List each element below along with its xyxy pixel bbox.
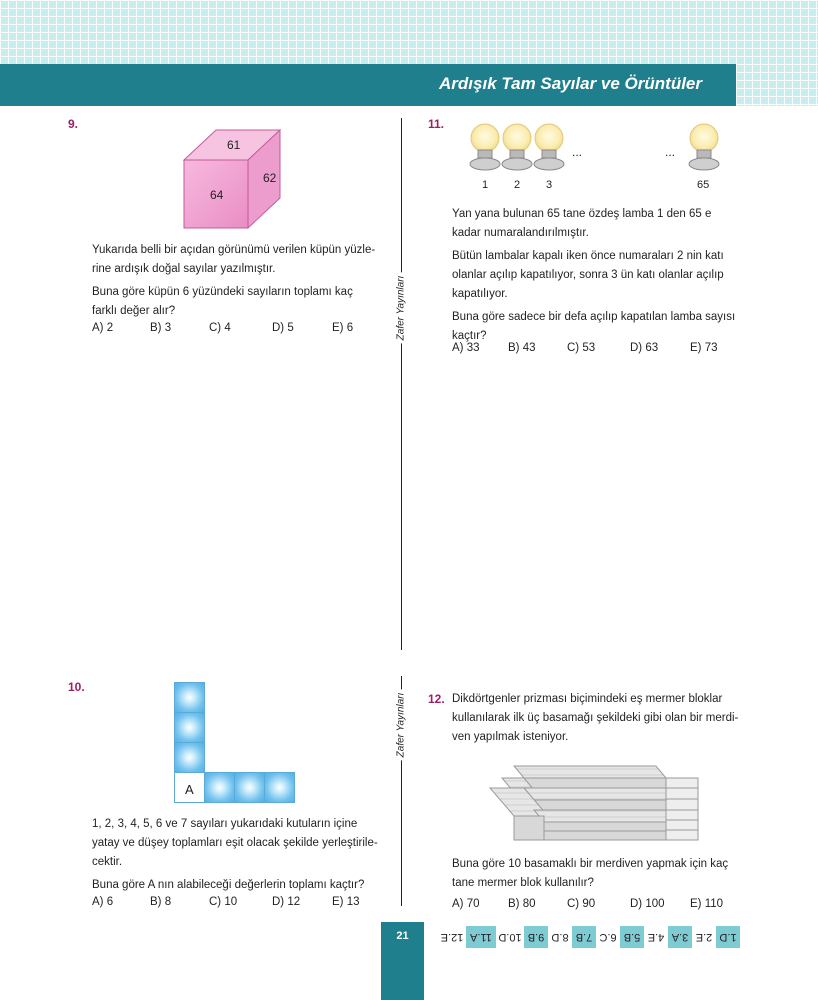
question-10-option-d[interactable]: D) 12 (272, 896, 301, 908)
answer-key-item: 12.E (438, 926, 466, 948)
question-9-option-e[interactable]: E) 6 (332, 322, 354, 334)
question-10-text (92, 815, 386, 895)
number-box (234, 772, 265, 803)
question-10-line: 1, 2, 3, 4, 5, 6 ve 7 sayıları yukarıdaki kutuların içine (92, 818, 358, 830)
cube-right-label: 62 (263, 171, 277, 185)
answer-key-item: 8.D (548, 926, 572, 948)
question-11-text (452, 205, 742, 346)
answer-key-item: 7.B (572, 926, 596, 948)
answer-key-item: 4.E (644, 926, 668, 948)
question-10-line: yatay ve düşey toplamları eşit olacak şekilde yerleştirile- (92, 837, 378, 849)
bulb-icon (689, 124, 719, 170)
cube-top-label: 61 (227, 138, 241, 152)
header-grid-band (0, 0, 818, 66)
question-11-line: olanlar açılıp kapatılıyor, sonra 3 ün katı olanlar açılıp (452, 269, 724, 281)
publisher-label-top: Zafer Yayınları (394, 273, 409, 344)
question-12-option-c[interactable]: C) 90 (567, 898, 596, 910)
publisher-label-bottom: Zafer Yayınları (394, 690, 409, 761)
header-grid-tail (736, 64, 818, 106)
answer-key-item: 6.C (596, 926, 620, 948)
question-10-option-b[interactable]: B) 8 (150, 896, 172, 908)
page-number-badge (381, 922, 424, 1000)
question-11-line: kaçtır? (452, 330, 487, 342)
question-11-option-a[interactable]: A) 33 (452, 342, 480, 354)
question-11-option-b[interactable]: B) 43 (508, 342, 536, 354)
cube-figure (180, 126, 290, 234)
question-12-line: kullanılarak ilk üç basamağı şekildeki gibi olan bir merdi- (452, 712, 739, 724)
question-9-option-c[interactable]: C) 4 (209, 322, 231, 334)
question-10-option-a[interactable]: A) 6 (92, 896, 114, 908)
question-9-line: Buna göre küpün 6 yüzündeki sayıların toplamı kaç (92, 286, 353, 298)
bulb-dots-right: ... (665, 145, 676, 159)
question-9-text (92, 241, 384, 321)
light-bulbs-figure (465, 118, 730, 180)
answer-key-item: 11.A (466, 926, 496, 948)
bulb-icon (502, 124, 532, 170)
question-12-line: ven yapılmak isteniyor. (452, 731, 569, 743)
question-12-number: 12. (428, 692, 445, 706)
cube-front-label: 64 (210, 188, 224, 202)
number-box (204, 772, 235, 803)
answer-key-item: 2.E (692, 926, 716, 948)
bulb-number-3: 3 (546, 179, 553, 191)
marble-stairs-figure (488, 760, 703, 850)
question-10-number: 10. (68, 680, 85, 694)
question-11-line: Bütün lambalar kapalı iken önce numaraları 2 nin katı (452, 250, 724, 262)
question-12-option-b[interactable]: B) 80 (508, 898, 536, 910)
question-12-option-d[interactable]: D) 100 (630, 898, 665, 910)
answer-key-item: 5.B (620, 926, 644, 948)
question-11-option-d[interactable]: D) 63 (630, 342, 659, 354)
question-11-line: Yan yana bulunan 65 tane özdeş lamba 1 den 65 e (452, 208, 712, 220)
question-9-option-a[interactable]: A) 2 (92, 322, 114, 334)
number-box (174, 712, 205, 743)
bulb-dots-left: ... (572, 145, 583, 159)
question-9-line: rine ardışık doğal sayılar yazılmıştır. (92, 263, 276, 275)
question-12-intro (452, 690, 744, 747)
column-divider-top (401, 118, 402, 650)
question-11-option-e[interactable]: E) 73 (690, 342, 718, 354)
bulb-icon (470, 124, 500, 170)
box-a-label: A (185, 782, 194, 797)
answer-key-item: 9.B (524, 926, 548, 948)
page-number: 21 (396, 930, 409, 942)
chapter-title: Ardışık Tam Sayılar ve Örüntüler (439, 74, 702, 93)
answer-key-bar (430, 926, 740, 948)
number-box (174, 742, 205, 773)
bulb-number-1: 1 (482, 179, 489, 191)
question-11-option-c[interactable]: C) 53 (567, 342, 596, 354)
number-box (264, 772, 295, 803)
question-12-line: Buna göre 10 basamaklı bir merdiven yapmak için kaç (452, 858, 729, 870)
question-12-option-e[interactable]: E) 110 (690, 898, 724, 910)
question-9-line: Yukarıda belli bir açıdan görünümü verilen küpün yüzle- (92, 244, 376, 256)
answer-key-item: 1.D (716, 926, 740, 948)
question-10-line: cektir. (92, 856, 123, 868)
chapter-title-bar (0, 64, 736, 106)
question-12-text (452, 855, 744, 893)
question-11-line: Buna göre sadece bir defa açılıp kapatılan lamba sayısı (452, 311, 736, 323)
question-12-option-a[interactable]: A) 70 (452, 898, 480, 910)
question-9-line: farklı değer alır? (92, 305, 176, 317)
question-9-number: 9. (68, 117, 79, 131)
question-10-line: Buna göre A nın alabileceği değerlerin toplamı kaçtır? (92, 879, 365, 891)
bulb-number-65: 65 (697, 179, 710, 191)
bulb-icon (534, 124, 564, 170)
question-9-option-d[interactable]: D) 5 (272, 322, 294, 334)
number-box (174, 682, 205, 713)
question-11-line: kapatılıyor. (452, 288, 508, 300)
question-12-line: Dikdörtgenler prizması biçimindeki eş mermer bloklar (452, 693, 723, 705)
question-11-number: 11. (428, 117, 445, 131)
question-11-line: kadar numaralandırılmıştır. (452, 227, 589, 239)
question-10-option-c[interactable]: C) 10 (209, 896, 238, 908)
answer-key-item: 10.D (496, 926, 524, 948)
question-10-option-e[interactable]: E) 13 (332, 896, 360, 908)
bulb-number-2: 2 (514, 179, 521, 191)
answer-key-item: 3.A (668, 926, 692, 948)
question-9-option-b[interactable]: B) 3 (150, 322, 172, 334)
question-12-line: tane mermer blok kullanılır? (452, 877, 594, 889)
